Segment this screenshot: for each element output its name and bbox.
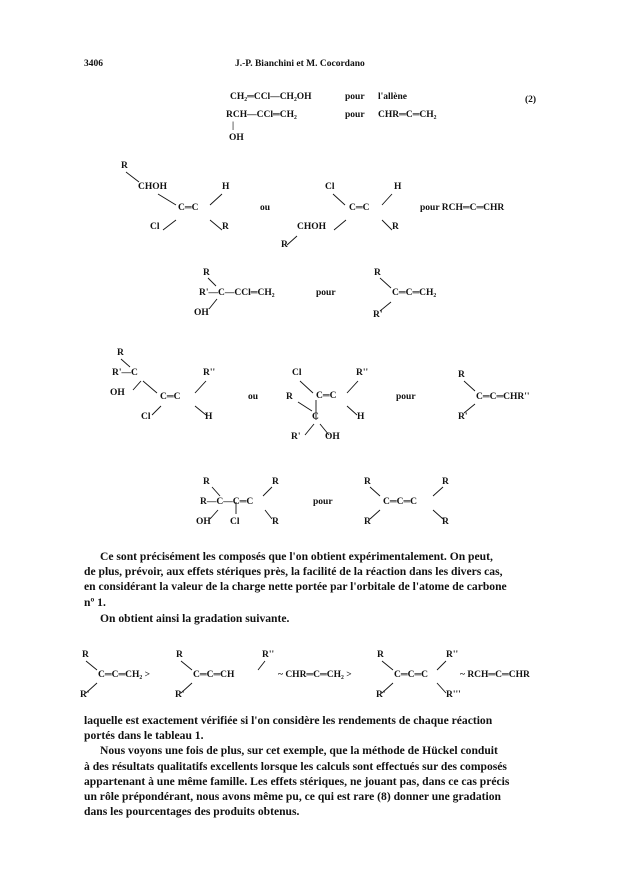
group-rprime-c: R'—C	[112, 368, 138, 378]
hydroxyl-label: OH	[110, 388, 125, 398]
atom-cl: Cl	[325, 182, 335, 192]
atom-r: R	[176, 650, 183, 660]
atom-r: R	[82, 650, 89, 660]
atom-h: H	[394, 182, 402, 192]
atom-c: C	[312, 412, 319, 422]
paragraph-3	[84, 713, 544, 819]
hydroxyl-label: OH	[194, 308, 209, 318]
atom-rprime: R'	[80, 690, 90, 700]
atom-r: R	[392, 222, 399, 232]
hydroxyl-label: OH	[229, 133, 244, 143]
text-line: nº 1.	[84, 595, 106, 609]
text-line: appartenant à une même famille. Les effets stériques, ne jouant pas, dans ce cas précis	[84, 774, 510, 788]
atom-r-triple-prime: R'''	[446, 690, 461, 700]
formula-tertiary-vinyl: R—C—C═C	[200, 497, 254, 507]
pour-label: pour	[313, 497, 333, 507]
text-line: à des résultats qualitatifs excellents lorsque les calculs sont effectués sur des composés	[84, 759, 507, 773]
atom-r: R	[458, 370, 465, 380]
double-bond-cc: C═C	[160, 392, 181, 402]
text-line: laquelle est exactement vérifiée si l'on considère les rendements de chaque réaction	[84, 714, 493, 727]
ou-label: ou	[260, 203, 271, 213]
atom-r: R	[442, 517, 449, 527]
pour-label: pour	[316, 288, 336, 298]
hydroxyl-label: OH	[325, 432, 340, 442]
atom-r: R	[364, 477, 371, 487]
atom-r: R	[203, 477, 210, 487]
formula-tetrasubstituted-allene: C═C═C	[383, 497, 418, 507]
paragraph-2	[84, 611, 544, 626]
formula-chloro-allyl-alcohol: CH₂═CCl—CH₂OH	[230, 92, 312, 102]
paragraph-1	[84, 549, 544, 610]
atom-rprime: R'	[291, 432, 301, 442]
formula-tertiary: R'—C—CCl═CH₂	[199, 288, 275, 298]
atom-r: R	[281, 240, 288, 250]
atom-rprime: R'	[458, 412, 468, 422]
atom-cl: Cl	[230, 517, 240, 527]
atom-r: R	[364, 517, 371, 527]
atom-h: H	[357, 412, 365, 422]
atom-h: H	[205, 412, 213, 422]
atom-h: H	[222, 182, 230, 192]
atom-r: R	[121, 161, 128, 171]
pour-label: pour	[345, 110, 365, 120]
text-line: Nous voyons une fois de plus, sur cet exemple, que la méthode de Hückel conduit	[100, 744, 498, 758]
gradation-term-1: C═C═CH₂ >	[98, 670, 151, 680]
atom-r: R	[377, 650, 384, 660]
formula-allene: C═C═CH₂	[392, 288, 437, 298]
atom-r: R	[286, 392, 293, 402]
atom-r: R	[374, 268, 381, 278]
hydroxyl-label: OH	[196, 517, 211, 527]
atom-r-double-prime: R''	[262, 650, 275, 660]
atom-r-double-prime: R''	[203, 368, 216, 378]
double-bond-cc: C═C	[349, 203, 370, 213]
running-head-authors: J.-P. Bianchini et M. Cocordano	[235, 59, 365, 69]
atom-r-double-prime: R''	[356, 368, 369, 378]
text-line: un rôle prépondérant, nous avons même pu, ce qui est rare (8) donner une gradation	[84, 790, 501, 804]
gradation-term-2: C═C═CH	[193, 670, 235, 680]
atom-rprime: R'	[376, 690, 386, 700]
double-bond-cc: C═C	[178, 203, 199, 213]
atom-rprime: R'	[175, 690, 185, 700]
ou-label: ou	[248, 392, 259, 402]
formula-allene: C═C═CHR''	[476, 392, 530, 402]
group-choh: CHOH	[138, 182, 168, 192]
allene-label: l'allène	[378, 92, 408, 102]
group-choh: CHOH	[297, 222, 327, 232]
atom-r: R	[442, 477, 449, 487]
page-number: 3406	[84, 59, 103, 69]
atom-r: R	[222, 222, 229, 232]
text-line: en considérant la valeur de la charge nette portée par l'orbitale de l'atome de carbone	[84, 580, 507, 594]
gradation-term-4: C═C═C	[394, 670, 429, 680]
text-line: portés dans le tableau 1.	[84, 729, 204, 743]
equation-number: (2)	[525, 95, 537, 105]
atom-cl: Cl	[141, 412, 151, 422]
text-line: Ce sont précisément les composés que l'on obtient expérimentalement. On peut,	[100, 550, 493, 563]
atom-r: R	[203, 268, 210, 278]
atom-rprime: R'	[373, 310, 383, 320]
atom-r: R	[117, 348, 124, 358]
formula-chr-allene: CHR═C═CH₂	[378, 110, 437, 120]
bond-vertical: |	[232, 121, 235, 131]
text-line: dans les pourcentages des produits obtenus.	[84, 805, 300, 819]
formula-rch-ccl: RCH—CCl═CH₂	[226, 110, 297, 120]
text-line: de plus, prévoir, aux effets stériques près, la facilité de la réaction dans les divers cas,	[84, 565, 503, 579]
pour-allene-label: pour RCH═C═CHR	[420, 203, 505, 213]
pour-label: pour	[396, 392, 416, 402]
atom-r: R	[272, 517, 279, 527]
double-bond-cc: C═C	[316, 391, 337, 401]
atom-r: R	[272, 477, 279, 487]
atom-r-double-prime: R''	[446, 650, 459, 660]
atom-cl: Cl	[292, 368, 302, 378]
gradation-term-5: ~ RCH═C═CHR	[460, 670, 530, 680]
gradation-term-3: ~ CHR═C═CH₂ >	[278, 670, 352, 680]
atom-cl: Cl	[150, 222, 160, 232]
pour-label: pour	[345, 92, 365, 102]
text-line: On obtient ainsi la gradation suivante.	[100, 612, 290, 625]
